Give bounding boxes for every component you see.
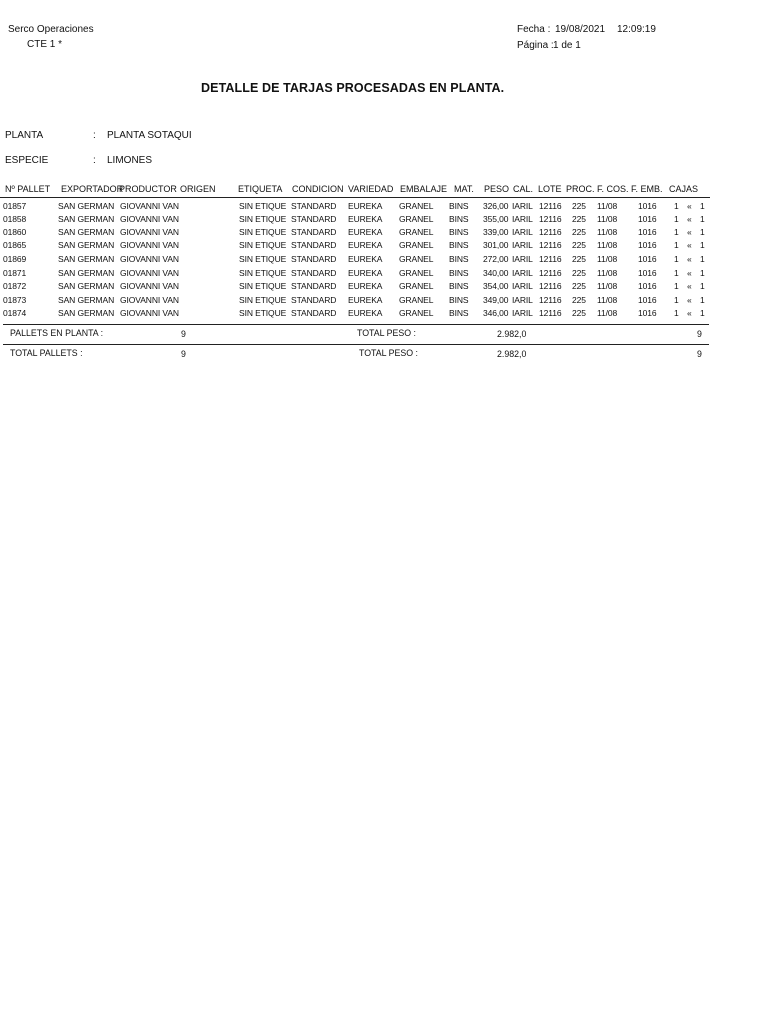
report-title: DETALLE DE TARJAS PROCESADAS EN PLANTA.	[201, 81, 505, 95]
pallets-en-planta-value: 9	[181, 329, 186, 339]
cell-mat: BINS	[449, 268, 469, 278]
cell-condicion: STANDARD	[291, 295, 337, 305]
cell-qty: 1	[674, 201, 679, 211]
cell-pallet: 01871	[3, 268, 27, 278]
cell-exportador: SAN GERMAN	[58, 227, 115, 237]
total-peso-planta-value: 2.982,0	[497, 329, 527, 339]
col-header-fcos: F. COS.	[597, 184, 629, 194]
cell-mat: BINS	[449, 254, 469, 264]
cell-exportador: SAN GERMAN	[58, 240, 115, 250]
cell-proc: 225	[572, 201, 586, 211]
cell-mat: BINS	[449, 227, 469, 237]
cell-mat: BINS	[449, 214, 469, 224]
cell-embalaje: GRANEL	[399, 201, 434, 211]
col-header-cajas: CAJAS	[669, 184, 699, 194]
cell-pallet: 01874	[3, 308, 27, 318]
cell-mark: «	[687, 268, 692, 278]
cell-etiqueta: SIN ETIQUE	[239, 214, 287, 224]
cell-exportador: SAN GERMAN	[58, 214, 115, 224]
cell-productor: GIOVANNI VAN	[120, 268, 179, 278]
cell-proc: 225	[572, 254, 586, 264]
cell-qty: 1	[674, 214, 679, 224]
cell-proc: 225	[572, 214, 586, 224]
cell-productor: GIOVANNI VAN	[120, 240, 179, 250]
col-header-cal: CAL.	[513, 184, 534, 194]
cell-lote: 12116	[539, 227, 562, 237]
cell-exportador: SAN GERMAN	[58, 201, 115, 211]
cell-condicion: STANDARD	[291, 227, 337, 237]
cell-cajas: 1	[700, 281, 705, 291]
totals-divider	[3, 324, 709, 325]
total-peso-label: TOTAL PESO :	[359, 348, 418, 358]
cell-variedad: EUREKA	[348, 227, 383, 237]
cell-mark: «	[687, 308, 692, 318]
cell-proc: 225	[572, 281, 586, 291]
cell-peso: 355,00	[483, 214, 509, 224]
table-row	[0, 308, 768, 321]
time-value: 12:09:19	[617, 24, 656, 35]
especie-label: ESPECIE	[5, 155, 49, 166]
cell-productor: GIOVANNI VAN	[120, 201, 179, 211]
cell-fcos: 11/08	[597, 254, 618, 264]
cell-femb: 1016	[638, 214, 657, 224]
cell-femb: 1016	[638, 240, 657, 250]
col-header-etiqueta: ETIQUETA	[238, 184, 283, 194]
planta-separator: :	[93, 130, 96, 141]
grand-totals-divider	[3, 344, 709, 345]
especie-separator: :	[93, 155, 96, 166]
cell-exportador: SAN GERMAN	[58, 295, 115, 305]
cell-cal: IARIL	[512, 308, 533, 318]
cell-cal: IARIL	[512, 281, 533, 291]
col-header-condicion: CONDICION	[292, 184, 344, 194]
cell-femb: 1016	[638, 308, 657, 318]
cell-lote: 12116	[539, 201, 562, 211]
report-code: CTE 1 *	[27, 39, 63, 50]
cell-etiqueta: SIN ETIQUE	[239, 308, 287, 318]
cell-qty: 1	[674, 295, 679, 305]
cell-cajas: 1	[700, 295, 705, 305]
table-row	[0, 201, 768, 214]
cell-condicion: STANDARD	[291, 201, 337, 211]
cell-femb: 1016	[638, 227, 657, 237]
cell-etiqueta: SIN ETIQUE	[239, 295, 287, 305]
cell-exportador: SAN GERMAN	[58, 254, 115, 264]
cell-variedad: EUREKA	[348, 281, 383, 291]
cell-femb: 1016	[638, 268, 657, 278]
total-cajas-value: 9	[697, 349, 702, 359]
total-peso-planta-label: TOTAL PESO :	[357, 328, 416, 338]
total-cajas-planta-value: 9	[697, 329, 702, 339]
date-label: Fecha :	[517, 24, 551, 35]
cell-lote: 12116	[539, 268, 562, 278]
cell-exportador: SAN GERMAN	[58, 268, 115, 278]
cell-femb: 1016	[638, 254, 657, 264]
cell-mat: BINS	[449, 295, 469, 305]
cell-embalaje: GRANEL	[399, 268, 434, 278]
col-header-lote: LOTE	[538, 184, 562, 194]
cell-cal: IARIL	[512, 240, 533, 250]
cell-proc: 225	[572, 268, 586, 278]
cell-cajas: 1	[700, 268, 705, 278]
cell-embalaje: GRANEL	[399, 254, 434, 264]
cell-productor: GIOVANNI VAN	[120, 295, 179, 305]
table-row	[0, 281, 768, 294]
cell-cal: IARIL	[512, 254, 533, 264]
cell-productor: GIOVANNI VAN	[120, 214, 179, 224]
cell-cajas: 1	[700, 240, 705, 250]
page-label: Página :	[517, 40, 554, 51]
planta-label: PLANTA	[5, 130, 44, 141]
table-row	[0, 295, 768, 308]
cell-lote: 12116	[539, 254, 562, 264]
col-header-proc: PROC.	[566, 184, 595, 194]
cell-femb: 1016	[638, 281, 657, 291]
cell-peso: 339,00	[483, 227, 509, 237]
cell-etiqueta: SIN ETIQUE	[239, 227, 287, 237]
cell-pallet: 01865	[3, 240, 27, 250]
cell-pallet: 01857	[3, 201, 27, 211]
cell-qty: 1	[674, 254, 679, 264]
cell-qty: 1	[674, 281, 679, 291]
cell-fcos: 11/08	[597, 201, 618, 211]
cell-cajas: 1	[700, 308, 705, 318]
cell-variedad: EUREKA	[348, 254, 383, 264]
cell-femb: 1016	[638, 201, 657, 211]
col-header-embalaje: EMBALAJE	[400, 184, 448, 194]
cell-cal: IARIL	[512, 295, 533, 305]
cell-lote: 12116	[539, 240, 562, 250]
cell-cal: IARIL	[512, 227, 533, 237]
cell-pallet: 01858	[3, 214, 27, 224]
cell-fcos: 11/08	[597, 227, 618, 237]
cell-peso: 340,00	[483, 268, 509, 278]
col-header-pallet: Nº PALLET	[5, 184, 51, 194]
cell-exportador: SAN GERMAN	[58, 281, 115, 291]
cell-etiqueta: SIN ETIQUE	[239, 254, 287, 264]
cell-fcos: 11/08	[597, 268, 618, 278]
cell-qty: 1	[674, 308, 679, 318]
cell-cal: IARIL	[512, 201, 533, 211]
cell-femb: 1016	[638, 295, 657, 305]
cell-embalaje: GRANEL	[399, 281, 434, 291]
cell-peso: 354,00	[483, 281, 509, 291]
cell-variedad: EUREKA	[348, 268, 383, 278]
header-divider	[0, 197, 710, 198]
cell-lote: 12116	[539, 308, 562, 318]
table-row	[0, 254, 768, 267]
cell-mark: «	[687, 281, 692, 291]
col-header-exportador: EXPORTADOR	[61, 184, 124, 194]
cell-etiqueta: SIN ETIQUE	[239, 201, 287, 211]
cell-peso: 272,00	[483, 254, 509, 264]
cell-etiqueta: SIN ETIQUE	[239, 281, 287, 291]
cell-pallet: 01872	[3, 281, 27, 291]
cell-etiqueta: SIN ETIQUE	[239, 268, 287, 278]
col-header-variedad: VARIEDAD	[348, 184, 394, 194]
col-header-peso: PESO	[484, 184, 510, 194]
cell-fcos: 11/08	[597, 214, 618, 224]
cell-proc: 225	[572, 240, 586, 250]
cell-embalaje: GRANEL	[399, 240, 434, 250]
cell-mark: «	[687, 201, 692, 211]
cell-productor: GIOVANNI VAN	[120, 308, 179, 318]
pallets-en-planta-label: PALLETS EN PLANTA :	[10, 328, 104, 338]
cell-cajas: 1	[700, 254, 705, 264]
company-name: Serco Operaciones	[8, 24, 94, 35]
cell-productor: GIOVANNI VAN	[120, 281, 179, 291]
table-row	[0, 214, 768, 227]
cell-fcos: 11/08	[597, 308, 618, 318]
especie-value: LIMONES	[107, 155, 153, 166]
cell-etiqueta: SIN ETIQUE	[239, 240, 287, 250]
cell-proc: 225	[572, 295, 586, 305]
planta-value: PLANTA SOTAQUI	[107, 130, 192, 141]
cell-embalaje: GRANEL	[399, 227, 434, 237]
cell-qty: 1	[674, 227, 679, 237]
cell-mat: BINS	[449, 240, 469, 250]
col-header-origen: ORIGEN	[180, 184, 216, 194]
cell-qty: 1	[674, 268, 679, 278]
cell-pallet: 01873	[3, 295, 27, 305]
cell-condicion: STANDARD	[291, 240, 337, 250]
cell-mat: BINS	[449, 281, 469, 291]
col-header-mat: MAT.	[454, 184, 474, 194]
col-header-femb: F. EMB.	[631, 184, 663, 194]
cell-cal: IARIL	[512, 214, 533, 224]
cell-cajas: 1	[700, 227, 705, 237]
cell-lote: 12116	[539, 214, 562, 224]
cell-condicion: STANDARD	[291, 268, 337, 278]
cell-proc: 225	[572, 308, 586, 318]
cell-variedad: EUREKA	[348, 295, 383, 305]
col-header-productor: PRODUCTOR	[119, 184, 177, 194]
cell-mat: BINS	[449, 308, 469, 318]
cell-lote: 12116	[539, 295, 562, 305]
cell-variedad: EUREKA	[348, 214, 383, 224]
cell-embalaje: GRANEL	[399, 214, 434, 224]
page-value: 1 de 1	[553, 40, 581, 51]
cell-mark: «	[687, 227, 692, 237]
cell-fcos: 11/08	[597, 295, 618, 305]
date-value: 19/08/2021	[555, 24, 606, 35]
cell-cajas: 1	[700, 201, 705, 211]
cell-fcos: 11/08	[597, 240, 618, 250]
total-pallets-value: 9	[181, 349, 186, 359]
cell-productor: GIOVANNI VAN	[120, 227, 179, 237]
cell-mat: BINS	[449, 201, 469, 211]
cell-peso: 301,00	[483, 240, 509, 250]
table-row	[0, 227, 768, 240]
cell-fcos: 11/08	[597, 281, 618, 291]
cell-condicion: STANDARD	[291, 214, 337, 224]
total-peso-value: 2.982,0	[497, 349, 527, 359]
cell-embalaje: GRANEL	[399, 308, 434, 318]
cell-condicion: STANDARD	[291, 308, 337, 318]
cell-peso: 346,00	[483, 308, 509, 318]
cell-mark: «	[687, 295, 692, 305]
cell-condicion: STANDARD	[291, 281, 337, 291]
cell-peso: 349,00	[483, 295, 509, 305]
cell-qty: 1	[674, 240, 679, 250]
cell-cal: IARIL	[512, 268, 533, 278]
cell-pallet: 01860	[3, 227, 27, 237]
cell-variedad: EUREKA	[348, 240, 383, 250]
cell-cajas: 1	[700, 214, 705, 224]
table-row	[0, 240, 768, 253]
cell-lote: 12116	[539, 281, 562, 291]
cell-embalaje: GRANEL	[399, 295, 434, 305]
cell-variedad: EUREKA	[348, 201, 383, 211]
cell-mark: «	[687, 254, 692, 264]
cell-mark: «	[687, 214, 692, 224]
total-pallets-label: TOTAL PALLETS :	[10, 348, 83, 358]
cell-proc: 225	[572, 227, 586, 237]
cell-mark: «	[687, 240, 692, 250]
cell-condicion: STANDARD	[291, 254, 337, 264]
cell-productor: GIOVANNI VAN	[120, 254, 179, 264]
cell-pallet: 01869	[3, 254, 27, 264]
table-row	[0, 268, 768, 281]
cell-exportador: SAN GERMAN	[58, 308, 115, 318]
cell-peso: 326,00	[483, 201, 509, 211]
cell-variedad: EUREKA	[348, 308, 383, 318]
